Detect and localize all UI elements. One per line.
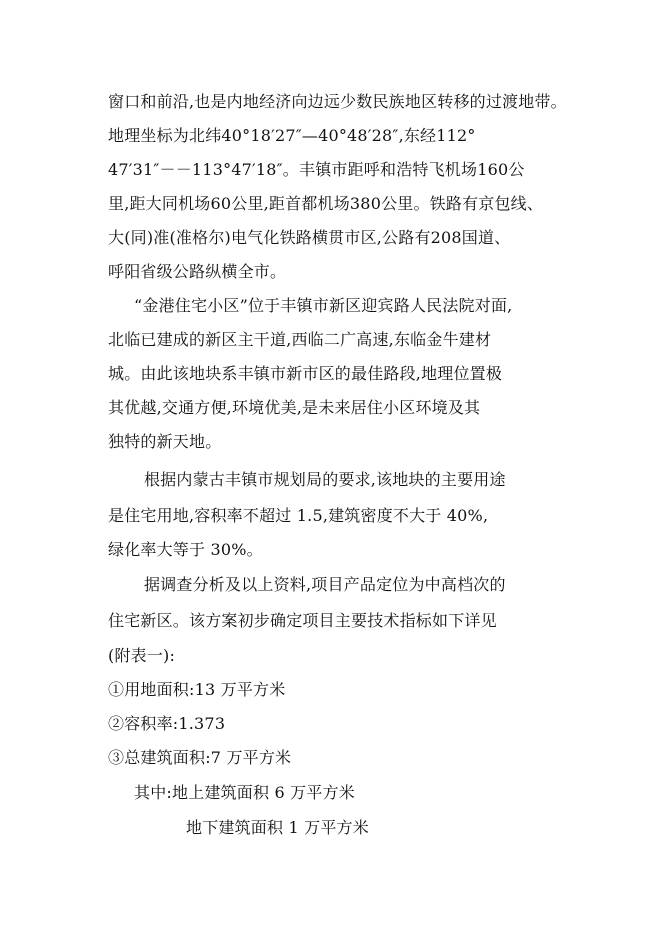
- paragraph-2-line-4: 其优越,交通方便,环境优美,是未来居住小区环境及其: [108, 398, 481, 417]
- text-line-1: 窗口和前沿,也是内地经济向边远少数民族地区转移的过渡地带。: [108, 92, 567, 111]
- text-line-4: 里,距大同机场60公里,距首都机场380公里。铁路有京包线、: [108, 194, 544, 213]
- paragraph-2-line-3: 城。由此该地块系丰镇市新市区的最佳路段,地理位置极: [108, 364, 503, 383]
- indicator-item-2: ②容积率:1.373: [108, 714, 226, 733]
- paragraph-3-line-2: 是住宅用地,容积率不超过 1.5,建筑密度不大于 40%,: [108, 506, 489, 525]
- indicator-subitem-2: 地下建筑面积 1 万平方米: [186, 818, 369, 837]
- text-line-2: 地理坐标为北纬40°18′27″—40°48′28″,东经112°: [108, 126, 476, 145]
- paragraph-3-line-1: 根据内蒙古丰镇市规划局的要求,该地块的主要用途: [144, 470, 506, 489]
- paragraph-4-line-2: 住宅新区。该方案初步确定项目主要技术指标如下详见: [108, 611, 497, 630]
- indicator-item-3: ③总建筑面积:7 万平方米: [108, 748, 292, 767]
- indicator-subitem-1: 其中:地上建筑面积 6 万平方米: [134, 783, 355, 802]
- paragraph-4-line-1: 据调查分析及以上资料,项目产品定位为中高档次的: [144, 575, 506, 594]
- text-line-3: 47′31″－－113°47′18″。丰镇市距呼和浩特飞机场160公: [108, 160, 525, 179]
- paragraph-3-line-3: 绿化率大等于 30%。: [108, 540, 263, 559]
- indicator-item-1: ①用地面积:13 万平方米: [108, 680, 286, 699]
- paragraph-4-line-3: (附表一):: [108, 646, 176, 665]
- text-line-5: 大(同)准(准格尔)电气化铁路横贯市区,公路有208国道、: [108, 228, 511, 247]
- paragraph-2-line-5: 独特的新天地。: [108, 432, 222, 451]
- paragraph-2-line-2: 北临已建成的新区主干道,西临二广高速,东临金牛建材: [108, 330, 492, 349]
- text-line-6: 呼阳省级公路纵横全市。: [108, 262, 287, 281]
- paragraph-2-line-1: “金港住宅小区”位于丰镇市新区迎宾路人民法院对面,: [134, 296, 513, 315]
